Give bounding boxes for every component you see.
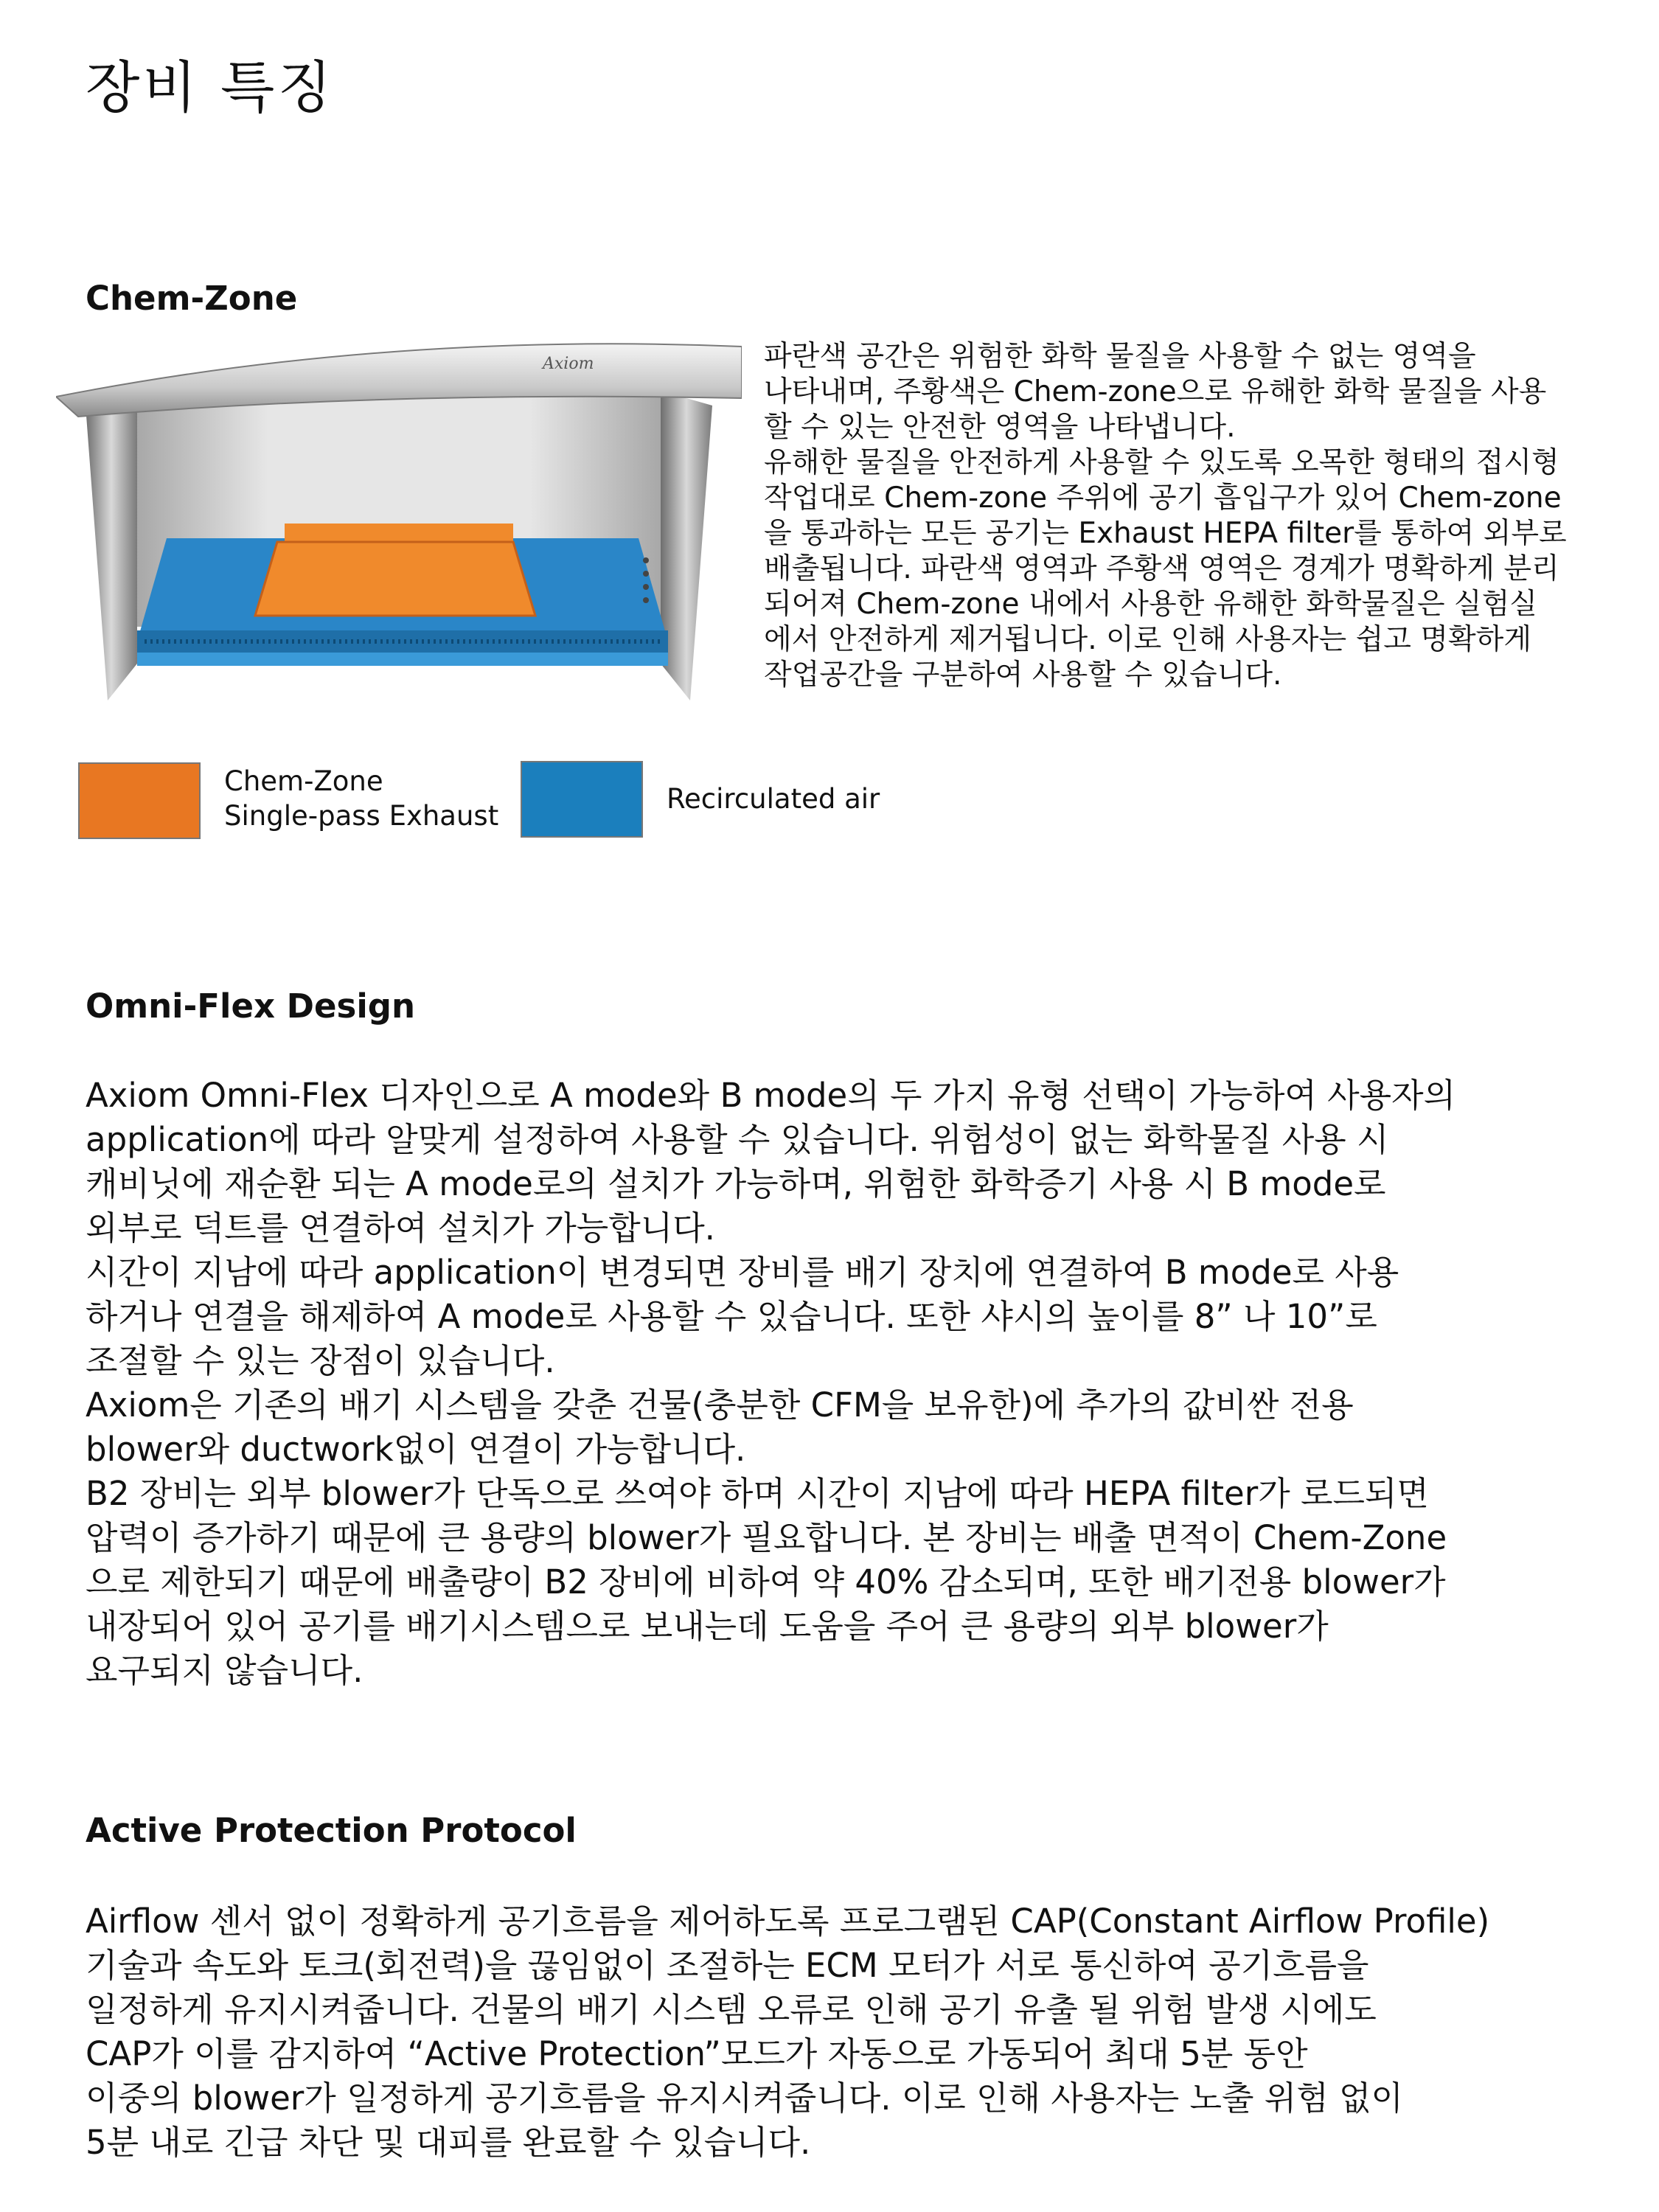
chem-zone-area [255,542,535,616]
legend-swatch-recirculated-air [521,761,643,838]
axiom-logo: Axiom [543,355,594,373]
legend-label-recirculated-air: Recirculated air [667,783,880,815]
page-title: 장비 특징 [86,55,335,120]
active-protection-body: Airflow 센서 없이 정확하게 공기흐름을 제어하도록 프로그램된 CAP(Constant Airflow Profile) 기술과 속도와 토크(회전력)을 끊임없이 조절하는 ECM 모터가 서로 통신하여 공기흐름을 일정하게 유지시켜줍니다. 건물의 배기 시스템 오류로 인해 공기 유출 될 위험 발생 시에도 CAP가 이를 감지하여 “Active Protection”모드가 자동으로 가동되어 최대 5분 동안 이중의 blower가 일정하게 공기흐름을 유지시켜줍니다. 이로 인해 사용자는 노출 위험 없이 5분 내로 긴급 차단 및 대피를 완료할 수 있습니다. [86,1902,1490,2162]
omni-flex-heading: Omni-Flex Design [86,987,415,1026]
chem-zone-heading: Chem-Zone [86,279,298,318]
legend-swatch-chem-zone [78,762,201,839]
legend-label-chem-zone: Chem-Zone Single-pass Exhaust [224,765,499,832]
chem-zone-description: 파란색 공간은 위험한 화학 물질을 사용할 수 없는 영역을 나타내며, 주황색은 Chem-zone으로 유해한 화학 물질을 사용 할 수 있는 안전한 영역을 나타냅니다. 유해한 물질을 안전하게 사용할 수 있도록 오목한 형태의 접시형 작업대로 Chem-zone 주위에 공기 흡입구가 있어 Chem-zone 을 통과하는 모든 공기는 Exhaust HEPA filter를 통하여 외부로 배출됩니다. 파란색 영역과 주황색 영역은 경계가 명확하게 분리 되어져 Chem-zone 내에서 사용한 유해한 화학물질은 실험실 에서 안전하게 제거됩니다. 이로 인해 사용자는 쉽고 명확하게 작업공간을 구분하여 사용할 수 있습니다. [764,340,1567,692]
omni-flex-body: Axiom Omni-Flex 디자인으로 A mode와 B mode의 두 가지 유형 선택이 가능하여 사용자의 application에 따라 알맞게 설정하여 사용할 수 있습니다. 위험성이 없는 화학물질 사용 시 캐비닛에 재순환 되는 A mode로의 설치가 가능하며, 위험한 화학증기 사용 시 B mode로 외부로 덕트를 연결하여 설치가 가능합니다. 시간이 지남에 따라 application이 변경되면 장비를 배기 장치에 연결하여 B mode로 사용 하거나 연결을 해제하여 A mode로 사용할 수 있습니다. 또한 샤시의 높이를 8” 나 10”로 조절할 수 있는 장점이 있습니다. Axiom은 기존의 배기 시스템을 갖춘 건물(충분한 CFM을 보유한)에 추가의 값비싼 전용 blower와 ductwork없이 연결이 가능합니다. B2 장비는 외부 blower가 단독으로 쓰여야 하며 시간이 지남에 따라 HEPA filter가 로드되면 압력이 증가하기 때문에 큰 용량의 blower가 필요합니다. 본 장비는 배출 면적이 Chem-Zone 으로 제한되기 때문에 배출량이 B2 장비에 비하여 약 40% 감소되며, 또한 배기전용 blower가 내장되어 있어 공기를 배기시스템으로 보내는데 도움을 주어 큰 용량의 외부 blower가 요구되지 않습니다. [86,1076,1456,1690]
active-protection-heading: Active Protection Protocol [86,1811,577,1850]
chem-zone-illustration [56,339,742,708]
